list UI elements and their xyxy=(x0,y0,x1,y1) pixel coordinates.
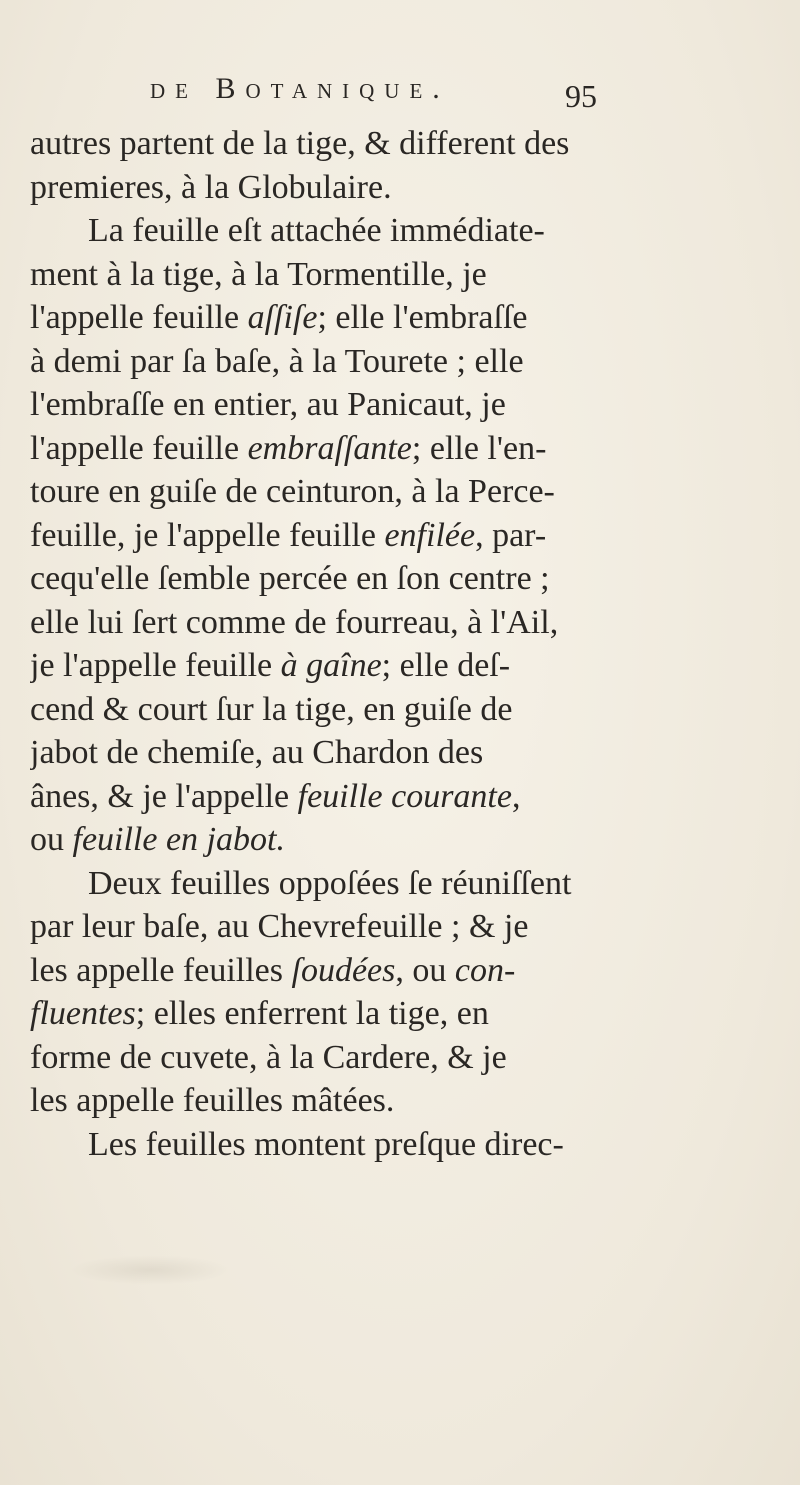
text-run: par leur baſe, au Chevrefeuille ; & je xyxy=(30,908,529,945)
text-line xyxy=(30,601,770,645)
text-run: cend & court ſur la tige, en guiſe de xyxy=(30,690,513,728)
text-run: les appelle feuilles xyxy=(30,951,292,989)
text-line xyxy=(30,1123,770,1167)
text-run: forme de cuvete, à la Cardere, & je xyxy=(30,1038,507,1076)
text-run: ; elle l'en- xyxy=(411,429,547,467)
text-run: autres partent de la tige, & different des xyxy=(30,125,570,162)
text-run: elle lui ſert comme de fourreau, à l'Ail, xyxy=(30,603,559,641)
text-line xyxy=(30,644,770,688)
text-run: les appelle feuilles mâtées. xyxy=(30,1082,395,1119)
text-line xyxy=(30,340,770,384)
text-line xyxy=(30,731,770,775)
text-line xyxy=(30,470,770,514)
text-run: , ou xyxy=(395,951,455,989)
text-run: l'appelle feuille xyxy=(30,429,248,467)
italic-term: feuille en jabot. xyxy=(72,821,285,858)
text-run: jabot de chemiſe, au Chardon des xyxy=(30,734,484,771)
italic-term: ſoudées xyxy=(291,951,396,989)
text-run: feuille, je l'appelle feuille xyxy=(30,516,385,554)
text-run: Deux feuilles oppoſées ſe réuniſſent xyxy=(88,864,572,902)
text-run: ânes, & je l'appelle xyxy=(30,777,298,815)
text-line xyxy=(30,383,770,427)
text-line xyxy=(30,209,770,253)
text-run: ment à la tige, à la Tormentille, je xyxy=(30,255,487,293)
page-number: 95 xyxy=(565,78,597,114)
italic-term: feuille courante xyxy=(297,777,512,815)
text-line xyxy=(30,1036,770,1080)
text-run: je l'appelle feuille xyxy=(30,647,281,684)
text-line xyxy=(30,557,770,601)
text-line xyxy=(30,905,770,949)
text-run: cequ'elle ſemble percée en ſon centre ; xyxy=(30,560,550,597)
text-run: ou xyxy=(30,821,73,858)
text-run: , xyxy=(511,777,521,815)
italic-term: à gaîne xyxy=(280,647,382,684)
text-run: premieres, à la Globulaire. xyxy=(30,168,392,206)
italic-term: aſſiſe xyxy=(247,299,318,336)
text-run: l'appelle feuille xyxy=(30,299,248,336)
text-line xyxy=(30,688,770,732)
text-run: Les feuilles montent preſque direc- xyxy=(88,1125,564,1163)
text-line xyxy=(30,166,770,210)
text-run: , par- xyxy=(475,516,547,554)
text-run: ; elle l'embraſſe xyxy=(317,299,528,336)
text-line xyxy=(30,296,770,340)
text-line xyxy=(30,992,770,1036)
text-run: ; elle deſ- xyxy=(381,647,511,684)
text-run: l'embraſſe en entier, au Panicaut, je xyxy=(30,386,506,423)
text-line xyxy=(30,862,770,906)
italic-term: fluentes xyxy=(30,995,136,1032)
text-line xyxy=(30,253,770,297)
paper-stain xyxy=(70,1255,230,1285)
italic-term: con- xyxy=(454,951,516,989)
text-line xyxy=(30,818,770,862)
text-run: La feuille eſt attachée immédiate- xyxy=(88,212,545,249)
text-line xyxy=(30,949,770,993)
italic-term: enfilée xyxy=(384,516,476,554)
text-line xyxy=(30,122,770,166)
text-run: toure en guiſe de ceinturon, à la Perce- xyxy=(30,473,555,510)
text-line xyxy=(30,514,770,558)
text-run: à demi par ſa baſe, à la Tourete ; elle xyxy=(30,342,524,380)
text-line xyxy=(30,775,770,819)
italic-term: embraſſante xyxy=(247,429,412,467)
text-line xyxy=(30,427,770,471)
text-line xyxy=(30,1079,770,1123)
text-run: ; elles enferrent la tige, en xyxy=(135,995,489,1032)
body-text xyxy=(30,122,770,1166)
running-title: de Botanique. xyxy=(150,72,450,105)
running-head xyxy=(150,72,597,114)
